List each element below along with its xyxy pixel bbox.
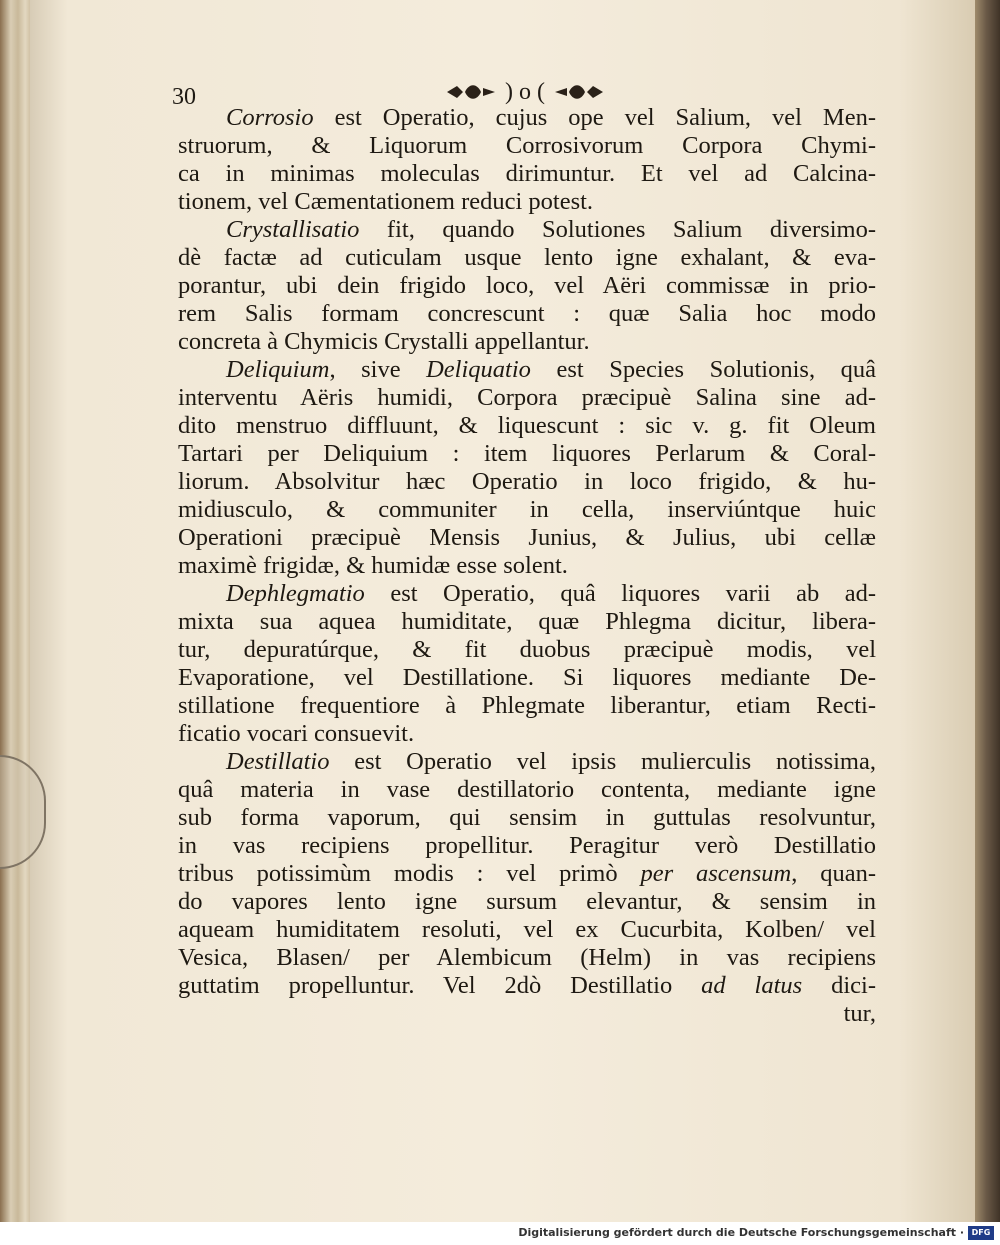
page-number: 30 xyxy=(172,84,196,110)
text-line: dè factæ ad cuticulam usque lento igne exhalant, & eva- xyxy=(178,244,876,271)
text-line: Evaporatione, vel Destillatione. Si liquores mediante De- xyxy=(178,664,876,691)
text-line: liorum. Absolvitur hæc Operatio in loco frigido, & hu- xyxy=(178,468,876,495)
book-edge-right xyxy=(975,0,1000,1222)
text-line: mixta sua aquea humiditate, quæ Phlegma dicitur, libera- xyxy=(178,608,876,635)
digitization-footer xyxy=(0,1222,1000,1245)
text-line: Crystallisatio fit, quando Solutiones Salium diversimo- xyxy=(226,216,876,243)
term: ad latus xyxy=(701,972,803,999)
page-body xyxy=(178,104,876,1028)
text-line: Operationi præcipuè Mensis Junius, & Julius, ubi cellæ xyxy=(178,524,876,551)
text-line: Deliquium, sive Deliquatio est Species Solutionis, quâ xyxy=(226,356,876,383)
text-line: aqueam humiditatem resoluti, vel ex Cucurbita, Kolben/ vel xyxy=(178,916,876,943)
text-line: tur, depuratúrque, & fit duobus præcipuè modis, vel xyxy=(178,636,876,663)
term: Deliquatio xyxy=(426,356,531,383)
right-ornament-icon xyxy=(553,81,605,103)
text-line: quâ materia in vase destillatorio contenta, mediante igne xyxy=(178,776,876,803)
text-line: tribus potissimùm modis : vel primò per ascensum, quan- xyxy=(178,860,876,887)
text-line: struorum, & Liquorum Corrosivorum Corpora Chymi- xyxy=(178,132,876,159)
text-line: concreta à Chymicis Crystalli appellantur. xyxy=(178,328,590,355)
text-line: do vapores lento igne sursum elevantur, & sensim in xyxy=(178,888,876,915)
text-line: guttatim propelluntur. Vel 2dò Destillatio ad latus dici- xyxy=(178,972,876,999)
running-head-text: ) o ( xyxy=(505,78,545,105)
text-line: tionem, vel Cæmentationem reduci potest. xyxy=(178,188,594,215)
dfg-logo: DFG xyxy=(968,1226,994,1240)
text-line: rem Salis formam concrescunt : quæ Salia hoc modo xyxy=(178,300,876,327)
text-line: sub forma vaporum, qui sensim in guttulas resolvuntur, xyxy=(178,804,876,831)
left-ornament-icon xyxy=(445,81,497,103)
term: Corrosio xyxy=(226,104,314,131)
term: Deliquium xyxy=(226,356,330,383)
text-line: maximè frigidæ, & humidæ esse solent. xyxy=(178,552,568,579)
text-line: Destillatio est Operatio vel ipsis mulierculis notissima, xyxy=(226,748,876,775)
term: Dephlegmatio xyxy=(226,580,365,607)
text-line: ficatio vocari consuevit. xyxy=(178,720,415,747)
text-line: tur, xyxy=(843,1000,876,1027)
text-line: porantur, ubi dein frigido loco, vel Aëri commissæ in prio- xyxy=(178,272,876,299)
text-line: Corrosio est Operatio, cujus ope vel Salium, vel Men- xyxy=(226,104,876,131)
text-line: stillatione frequentiore à Phlegmate liberantur, etiam Recti- xyxy=(178,692,876,719)
text-line: midiusculo, & communiter in cella, inserviúntque huic xyxy=(178,496,876,523)
term: Destillatio xyxy=(226,748,330,775)
term: per ascensum xyxy=(640,860,792,887)
text-line: dito menstruo diffluunt, & liquescunt : sic v. g. fit Oleum xyxy=(178,412,876,439)
text-line: Vesica, Blasen/ per Alembicum (Helm) in vas recipiens xyxy=(178,944,876,971)
text-line: in vas recipiens propellitur. Peragitur verò Destillatio xyxy=(178,832,876,859)
text-line: interventu Aëris humidi, Corpora præcipuè Salina sine ad- xyxy=(178,384,876,411)
footer-credit: Digitalisierung gefördert durch die Deutsche Forschungsgemeinschaft · xyxy=(518,1226,964,1239)
text-line: Tartari per Deliquium : item liquores Perlarum & Coral- xyxy=(178,440,876,467)
term: Crystallisatio xyxy=(226,216,360,243)
text-line: ca in minimas moleculas dirimuntur. Et vel ad Calcina- xyxy=(178,160,876,187)
text-line: Dephlegmatio est Operatio, quâ liquores varii ab ad- xyxy=(226,580,876,607)
